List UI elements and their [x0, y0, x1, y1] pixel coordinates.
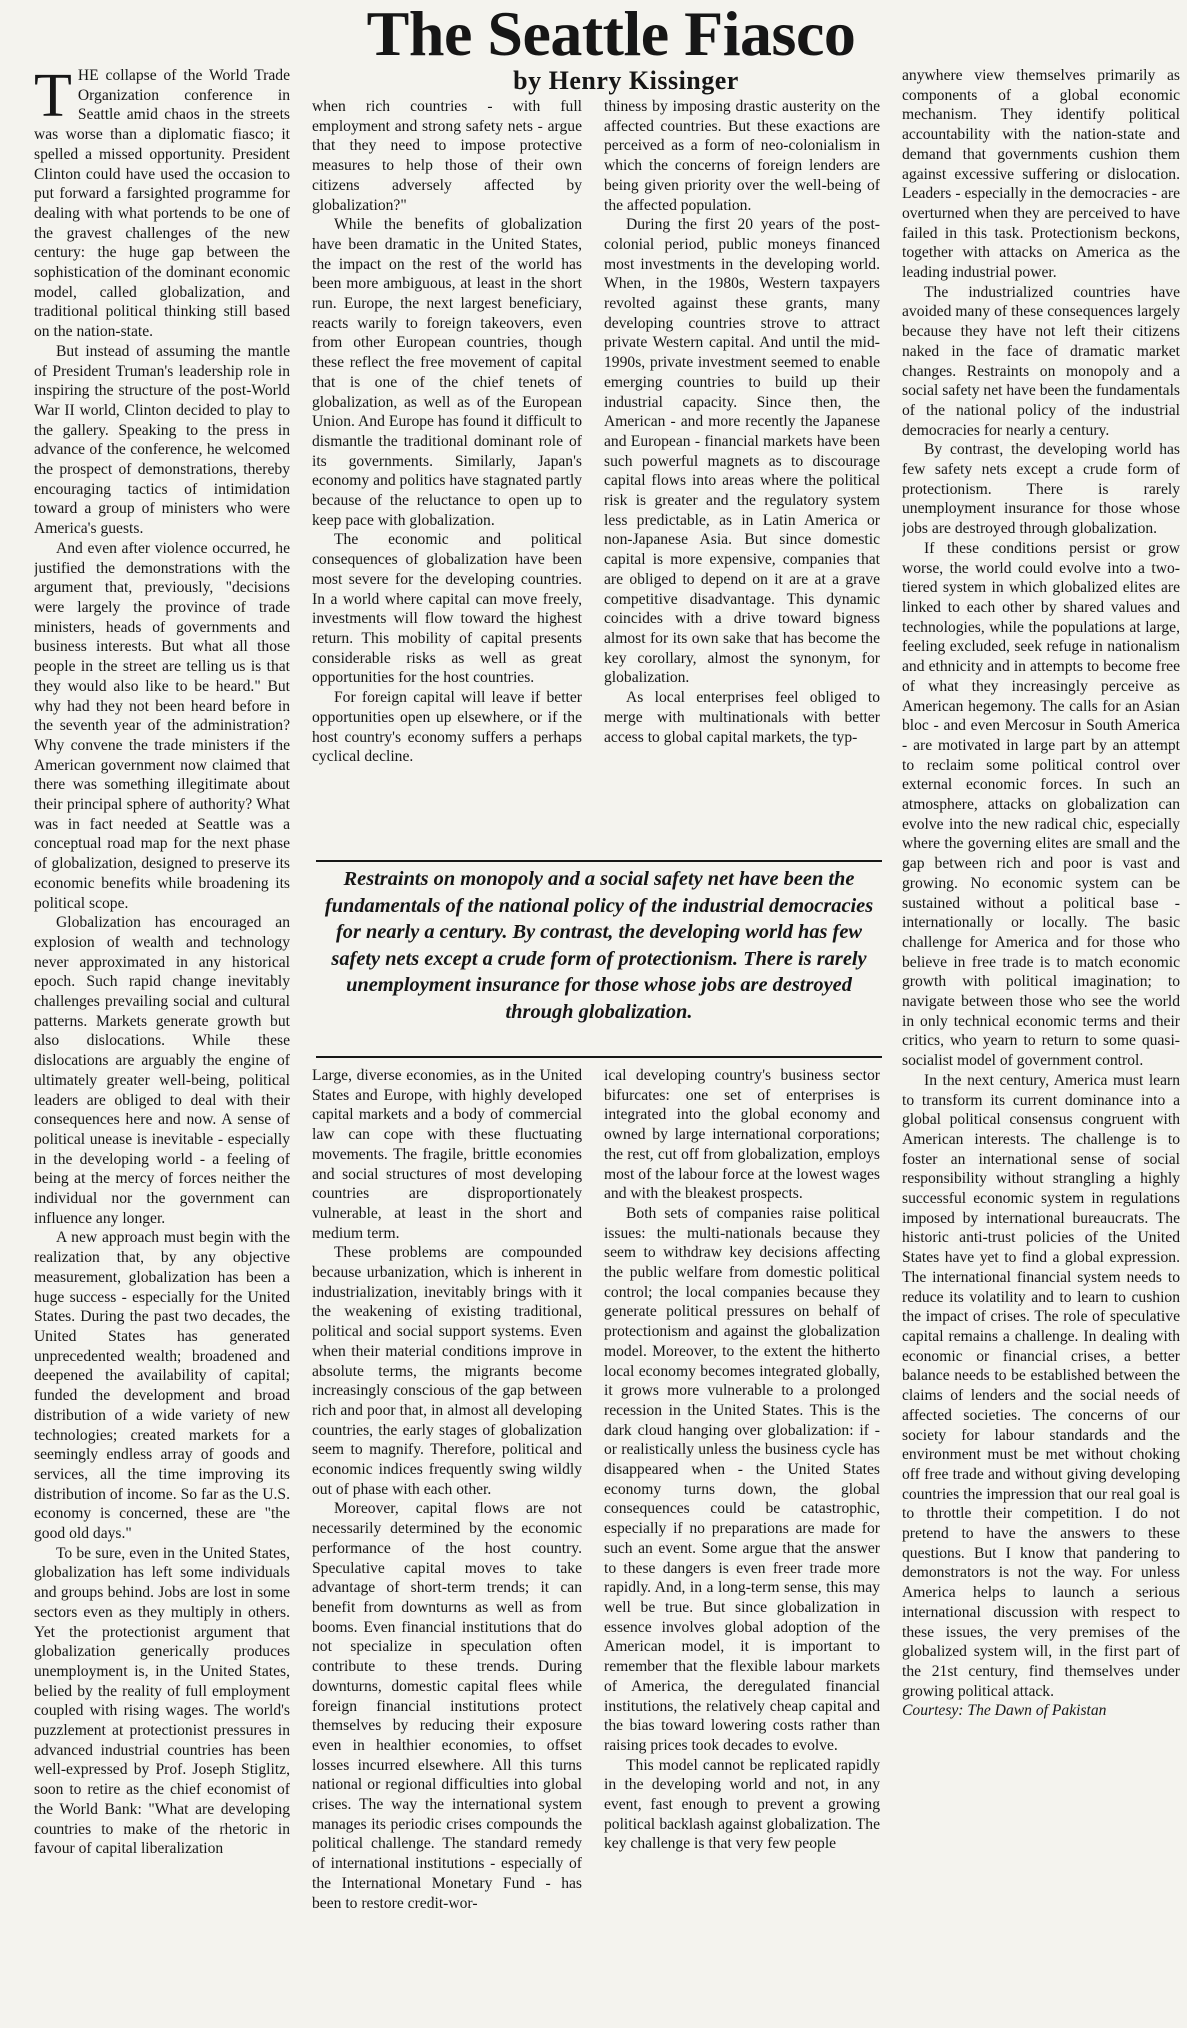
article-paragraph: The industrialized countries have avoided many of these consequences largely because they have not left their citizens naked in the face of dramatic market changes. Restraints on monopoly and a social safety net have been the fundamentals of the national policy of the industrial democracies for nearly a century.	[902, 283, 1180, 439]
article-paragraph: While the benefits of globalization have been dramatic in the United States, the impact on the rest of the world has been more ambiguous, at least in the short run. Europe, the next largest beneficiary, reacts warily to foreign takeovers, even from other European countries, though these reflect the free movement of capital that is one of the chief tenets of globalization, as well as of the European Union. And Europe has found it difficult to dismantle the traditional dominant role of its governments. Similarly, Japan's economy and politics have stagnated partly because of the reluctance to open up to keep pace with globalization.	[312, 216, 582, 529]
article-paragraph: The economic and political consequences of globalization have been most severe for the developing countries. In a world where capital can move freely, investments will flow toward the highest return. This mobility of capital presents considerable risks as well as great opportunities for the host countries.	[312, 531, 582, 687]
article-paragraph: A new approach must begin with the realization that, by any objective measurement, globalization has been a huge success - especially for the United States. During the past two decades, the United States has generated unprecedented wealth; broadened and deepened the availability of capital; funded the development and broad distribution of a wide variety of new technologies; created markets for a seemingly endless array of goods and services, all the time improving its distribution of income. So far as the U.S. economy is concerned, these are "the good old days."	[34, 1229, 290, 1543]
article-paragraph: Large, diverse economies, as in the United States and Europe, with highly developed capital markets and a body of commercial law can cope with these fluctuating movements. The fragile, brittle economies and social structures of most developing countries are disproportionately vulnerable, at least in the short and medium term.	[312, 1067, 582, 1242]
column-1	[34, 66, 290, 2026]
article-paragraph: Globalization has encouraged an explosion of wealth and technology never approximated in any historical epoch. Such rapid change inevitably challenges prevailing social and cultural patterns. Markets generate growth but also dislocations. While these dislocations are arguably the engine of ultimately greater well-being, political leaders are obliged to deal with their consequences here and now. A sense of political unease is inevitable - especially in the developing world - a feeling of being at the mercy of forces neither the individual nor the government can influence any longer.	[34, 914, 290, 1227]
pull-quote-rule-top	[316, 860, 882, 862]
article-paragraph: For foreign capital will leave if better opportunities open up elsewhere, or if the host country's economy suffers a perhaps cyclical decline.	[312, 689, 582, 766]
article-paragraph: THE collapse of the World Trade Organization conference in Seattle amid chaos in the streets was worse than a diplomatic fiasco; it spelled a missed opportunity. President Clinton could have used the occasion to put forward a farsighted programme for dealing with what portends to be one of the gravest challenges of the new century: the huge gap between the sophistication of the dominant economic model, called globalization, and traditional political thinking still based on the nation-state.	[34, 66, 290, 341]
article-paragraph: And even after violence occurred, he justified the demonstrations with the argument that, previously, "decisions were largely the province of trade ministers, heads of governments and business interests. But what all those people in the street are telling us is that they would also like to be heard." But why had they not been heard before in the seventh year of the administration? Why convene the trade ministers if the American government now claimed that there was something illegitimate about their principal sphere of authority? What was in fact needed at Seattle was a conceptual road map for the next phase of globalization, designed to preserve its economic benefits while broadening its political scope.	[34, 539, 290, 912]
courtesy-credit: Courtesy: The Dawn of Pakistan	[902, 1702, 1107, 1720]
article-paragraph: If these conditions persist or grow worse, the world could evolve into a two-tiered system in which globalized elites are linked to each other by shared values and technologies, while the populations at large, feeling excluded, seek refuge in nationalism and ethnicity and in attempts to become free of what they increasingly perceive as American hegemony. The calls for an Asian bloc - and even Mercosur in South America - are motivated in large part by an attempt to reclaim some political control over external economic forces. In such an atmosphere, attacks on globalization can evolve into the new radical chic, especially where the governing elites are small and the gap between rich and poor is vast and growing. No economic system can be sustained without a political base - internationally or locally. The basic challenge for America and for those who believe in free trade is to match economic growth with political imagination; to navigate between those who see the world in only technical economic terms and their critics, who yearn to return to some quasi-socialist model of government control.	[902, 539, 1180, 1070]
pull-quote: Restraints on monopoly and a social safety net have been the fundamentals of the national policy of the industrial democracies for nearly a century. By contrast, the developing world has few safety nets except a crude form of protectionism. There is rarely unemployment insurance for those whose jobs are destroyed through globalization.	[324, 868, 874, 1023]
column-3-bottom	[604, 1066, 880, 2028]
article-paragraph: To be sure, even in the United States, globalization has left some individuals and groups behind. Jobs are lost in some sectors even as they multiply in others. Yet the protectionist argument that globalization generically produces unemployment is, in the United States, belied by the reality of full employment coupled with rising wages. The world's puzzlement at protectionist pressures in advanced industrial countries has been well-expressed by Prof. Joseph Stiglitz, soon to retire as the chief economist of the World Bank: "What are developing countries to make of the rhetoric in favour of capital liberalization	[34, 1544, 290, 1858]
article-paragraph: In the next century, America must learn to transform its current dominance into a global political consensus congruent with American interests. The challenge is to foster an international sense of social responsibility without strangling a highly successful economic system in regulations imposed by international bureaucrats. The historic anti-trust policies of the United States have yet to find a global expression. The international financial system needs to reduce its volatility and to learn to cushion the impact of crises. The role of speculative capital remains a challenge. In dealing with economic or financial crises, a better balance needs to be established between the claims of lenders and the social needs of affected societies. The concerns of our society for labour standards and the environment must be met without choking off free trade and without giving developing countries the impression that our real goal is to throttle their competition. I do not pretend to have the answers to these questions. But I know that pandering to demonstrators is not the way. For unless America helps to launch a serious international discussion with respect to these issues, the very premises of the globalized system will, in the first part of the 21st century, find themselves under growing political attack.	[902, 1071, 1180, 1700]
column-2-bottom	[312, 1066, 582, 2028]
byline: by Henry Kissinger	[513, 66, 739, 95]
column-4	[902, 66, 1180, 2026]
article-paragraph: By contrast, the developing world has few safety nets except a crude form of protectionism. There is rarely unemployment insurance for those whose jobs are destroyed through globalization.	[902, 441, 1180, 538]
article-paragraph: During the first 20 years of the post-colonial period, public moneys financed most investments in the developing world. When, in the 1980s, Western taxpayers revolted against these grants, many developing countries strove to attract private Western capital. And until the mid-1990s, private investment seemed to enable emerging countries to build up their industrial capacity. Since then, the American - and more recently the Japanese and European - financial markets have been such powerful magnets as to discourage capital flows into areas where the political risk is greater and the regulatory system less predictable, as in Latin America or non-Japanese Asia. But since domestic capital is more expensive, companies that are obliged to depend on it are at a grave competitive disadvantage. This dynamic coincides with a drive toward bigness almost for its own sake that has become the key corollary, almost the synonym, for globalization.	[604, 216, 880, 687]
article-paragraph: This model cannot be replicated rapidly in the developing world and not, in any event, fast enough to prevent a growing political backlash against globalization. The key challenge is that very few people	[604, 1756, 880, 1853]
article-paragraph: But instead of assuming the mantle of President Truman's leadership role in inspiring the structure of the post-World War II world, Clinton decided to play to the gallery. Speaking to the press in advance of the conference, he welcomed the prospect of demonstrations, thereby encouraging tactics of intimidation toward a group of ministers who were America's guests.	[34, 342, 290, 538]
column-2-top	[312, 97, 582, 854]
headline: The Seattle Fiasco	[366, 0, 856, 69]
pull-quote-rule-bottom	[316, 1056, 882, 1058]
article-paragraph: ical developing country's business sector bifurcates: one set of enterprises is integrated into the global economy and owned by large international corporations; the rest, cut off from globalization, employs most of the labour force at the lowest wages and with the bleakest prospects.	[604, 1067, 880, 1203]
article-paragraph: when rich countries - with full employment and strong safety nets - argue that they need to impose protective measures to help those of their own citizens adversely affected by globalization?"	[312, 98, 582, 214]
article-paragraph: As local enterprises feel obliged to merge with multinationals with better access to global capital markets, the typ-	[604, 689, 880, 746]
article-paragraph: anywhere view themselves primarily as components of a global economic mechanism. They identify political accountability with the nation-state and demand that governments cushion them against excessive suffering or dislocation. Leaders - especially in the democracies - are overturned when they are perceived to have failed in this task. Protectionism beckons, together with attacks on America as the leading industrial power.	[902, 67, 1180, 282]
article-paragraph: These problems are compounded because urbanization, which is inherent in industrialization, inevitably brings with it the weakening of existing traditional, political and social support systems. Even when their material conditions improve in absolute terms, the migrants become increasingly conscious of the gap between rich and poor that, in almost all developing countries, the early stages of globalization seem to magnify. Therefore, political and economic indices frequently swing wildly out of phase with each other.	[312, 1244, 582, 1498]
article-paragraph: Both sets of companies raise political issues: the multi-nationals because they seem to withdraw key decisions affecting the public welfare from domestic political control; the local companies because they generate political pressures on behalf of protectionism and against the globalization model. Moreover, to the extent the hitherto local economy becomes integrated globally, it grows more vulnerable to a prolonged recession in the United States. This is the dark cloud hanging over globalization: if - or realistically unless the business cycle has disappeared when - the United States economy turns down, the global consequences could be catastrophic, especially if no preparations are made for such an event. Some argue that the answer to these dangers is even freer trade more rapidly. And, in a long-term sense, this may well be true. But since globalization in essence involves global adoption of the American model, it is important to remember that the flexible labour markets of America, the deregulated financial institutions, the relatively cheap capital and the bias toward lowering costs rather than raising prices took decades to evolve.	[604, 1204, 880, 1754]
drop-cap: T	[34, 66, 72, 130]
article-paragraph: thiness by imposing drastic austerity on the affected countries. But these exactions are perceived as a form of neo-colonialism in which the concerns of foreign lenders are being given priority over the well-being of the affected population.	[604, 98, 880, 214]
column-3-top	[604, 97, 880, 854]
article-paragraph: Moreover, capital flows are not necessarily determined by the economic performance of the host country. Speculative capital moves to take advantage of short-term trends; it can benefit from downturns as well as from booms. Even financial institutions that do not specialize in speculation often contribute to these trends. During downturns, domestic capital flees while foreign financial institutions protect themselves by reducing their exposure even in healthier economies, to offset losses incurred elsewhere. All this turns national or regional difficulties into global crises. The way the international system manages its periodic crises compounds the political challenge. The standard remedy of international institutions - especially of the International Monetary Fund - has been to restore credit-wor-	[312, 1500, 582, 1912]
